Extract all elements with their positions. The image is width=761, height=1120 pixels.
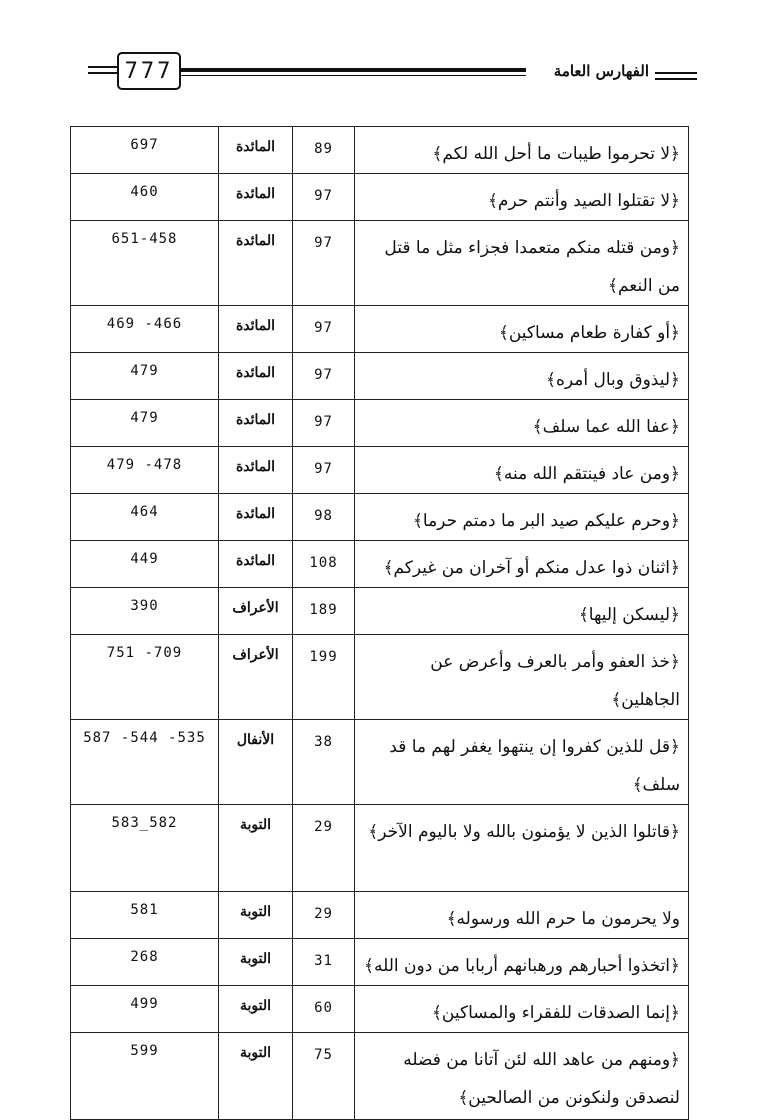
page-numbers-cell: 599 bbox=[71, 1033, 219, 1120]
verse-text-cell: ﴿اتخذوا أحبارهم ورهبانهم أربابا من دون الله﴾ bbox=[355, 939, 689, 986]
surah-name-cell: المائدة bbox=[219, 494, 293, 541]
ayah-number-cell: 98 bbox=[293, 494, 355, 541]
surah-name-cell: المائدة bbox=[219, 400, 293, 447]
page-header bbox=[0, 0, 761, 110]
page-numbers-cell: 651-458 bbox=[71, 221, 219, 306]
page-numbers-cell: 479 bbox=[71, 353, 219, 400]
table-row bbox=[71, 447, 689, 494]
verse-text-cell: ﴿قاتلوا الذين لا يؤمنون بالله ولا باليوم الآخر﴾ bbox=[355, 805, 689, 892]
verse-text-cell: ﴿قل للذين كفروا إن ينتهوا يغفر لهم ما قد سلف﴾ bbox=[355, 720, 689, 805]
page-numbers-cell: 390 bbox=[71, 588, 219, 635]
verse-text-cell: ﴿اثنان ذوا عدل منكم أو آخران من غيركم﴾ bbox=[355, 541, 689, 588]
ayah-number-cell: 97 bbox=[293, 306, 355, 353]
surah-name-cell: التوبة bbox=[219, 805, 293, 892]
ayah-number-cell: 189 bbox=[293, 588, 355, 635]
header-rule-main-thin bbox=[176, 75, 526, 76]
ayah-number-cell: 97 bbox=[293, 174, 355, 221]
ayah-number-cell: 29 bbox=[293, 805, 355, 892]
table-row bbox=[71, 1033, 689, 1120]
surah-name-cell: المائدة bbox=[219, 541, 293, 588]
surah-name-cell: المائدة bbox=[219, 306, 293, 353]
table-row bbox=[71, 306, 689, 353]
surah-name-cell: التوبة bbox=[219, 939, 293, 986]
verse-text-cell: ﴿ومنهم من عاهد الله لئن آتانا من فضله لنصدقن ولنكونن من الصالحين﴾ bbox=[355, 1033, 689, 1120]
ayah-number-cell: 97 bbox=[293, 400, 355, 447]
page-number: 777 bbox=[117, 52, 181, 90]
surah-name-cell: التوبة bbox=[219, 1033, 293, 1120]
header-rule-left-bottom bbox=[88, 72, 120, 74]
table-row bbox=[71, 892, 689, 939]
table-row bbox=[71, 221, 689, 306]
table-row bbox=[71, 939, 689, 986]
page-numbers-cell: 751 -709 bbox=[71, 635, 219, 720]
verse-text-cell: ﴿إنما الصدقات للفقراء والمساكين﴾ bbox=[355, 986, 689, 1033]
page-numbers-cell: 469 -466 bbox=[71, 306, 219, 353]
ayah-number-cell: 108 bbox=[293, 541, 355, 588]
verse-text-cell: ﴿خذ العفو وأمر بالعرف وأعرض عن الجاهلين﴾ bbox=[355, 635, 689, 720]
surah-name-cell: المائدة bbox=[219, 221, 293, 306]
table-row bbox=[71, 720, 689, 805]
ayah-number-cell: 60 bbox=[293, 986, 355, 1033]
ayah-number-cell: 97 bbox=[293, 221, 355, 306]
page-numbers-cell: 460 bbox=[71, 174, 219, 221]
verse-text-cell: ﴿وحرم عليكم صيد البر ما دمتم حرما﴾ bbox=[355, 494, 689, 541]
header-rule-right-bottom bbox=[655, 78, 697, 80]
surah-name-cell: الأنفال bbox=[219, 720, 293, 805]
table-row bbox=[71, 174, 689, 221]
page-numbers-cell: 697 bbox=[71, 127, 219, 174]
surah-name-cell: المائدة bbox=[219, 447, 293, 494]
verse-text-cell: ﴿ليسكن إليها﴾ bbox=[355, 588, 689, 635]
verse-text-cell: ﴿ومن قتله منكم متعمدا فجزاء مثل ما قتل من النعم﴾ bbox=[355, 221, 689, 306]
header-rule-right-top bbox=[655, 72, 697, 74]
table-row bbox=[71, 400, 689, 447]
page-numbers-cell: 499 bbox=[71, 986, 219, 1033]
page-numbers-cell: 581 bbox=[71, 892, 219, 939]
surah-name-cell: التوبة bbox=[219, 986, 293, 1033]
verse-index-table bbox=[70, 126, 689, 1120]
surah-name-cell: التوبة bbox=[219, 892, 293, 939]
page-numbers-cell: 479 bbox=[71, 400, 219, 447]
page-numbers-cell: 583_582 bbox=[71, 805, 219, 892]
page-title: الفهارس العامة bbox=[553, 62, 649, 80]
ayah-number-cell: 38 bbox=[293, 720, 355, 805]
header-rule-left-top bbox=[88, 66, 120, 68]
surah-name-cell: المائدة bbox=[219, 353, 293, 400]
page-numbers-cell: 464 bbox=[71, 494, 219, 541]
verse-text-cell: ﴿ومن عاد فينتقم الله منه﴾ bbox=[355, 447, 689, 494]
page-numbers-cell: 449 bbox=[71, 541, 219, 588]
verse-text-cell: ﴿عفا الله عما سلف﴾ bbox=[355, 400, 689, 447]
ayah-number-cell: 29 bbox=[293, 892, 355, 939]
table-row bbox=[71, 805, 689, 892]
ayah-number-cell: 75 bbox=[293, 1033, 355, 1120]
table-row bbox=[71, 127, 689, 174]
page-numbers-cell: 587 -544 -535 bbox=[71, 720, 219, 805]
table-row bbox=[71, 494, 689, 541]
ayah-number-cell: 97 bbox=[293, 353, 355, 400]
ayah-number-cell: 97 bbox=[293, 447, 355, 494]
verse-text-cell: ﴿أو كفارة طعام مساكين﴾ bbox=[355, 306, 689, 353]
ayah-number-cell: 31 bbox=[293, 939, 355, 986]
surah-name-cell: الأعراف bbox=[219, 588, 293, 635]
verse-text-cell: ﴿لا تقتلوا الصيد وأنتم حرم﴾ bbox=[355, 174, 689, 221]
verse-text-cell: ﴿ليذوق وبال أمره﴾ bbox=[355, 353, 689, 400]
table-row bbox=[71, 986, 689, 1033]
ayah-number-cell: 89 bbox=[293, 127, 355, 174]
surah-name-cell: المائدة bbox=[219, 127, 293, 174]
table-row bbox=[71, 588, 689, 635]
table-row bbox=[71, 635, 689, 720]
table-row bbox=[71, 353, 689, 400]
ayah-number-cell: 199 bbox=[293, 635, 355, 720]
page-numbers-cell: 479 -478 bbox=[71, 447, 219, 494]
table-row bbox=[71, 541, 689, 588]
header-rule-main-thick bbox=[176, 68, 526, 72]
surah-name-cell: المائدة bbox=[219, 174, 293, 221]
surah-name-cell: الأعراف bbox=[219, 635, 293, 720]
verse-text-cell: ﴿لا تحرموا طيبات ما أحل الله لكم﴾ bbox=[355, 127, 689, 174]
verse-text-cell: ولا يحرمون ما حرم الله ورسوله﴾ bbox=[355, 892, 689, 939]
page-numbers-cell: 268 bbox=[71, 939, 219, 986]
